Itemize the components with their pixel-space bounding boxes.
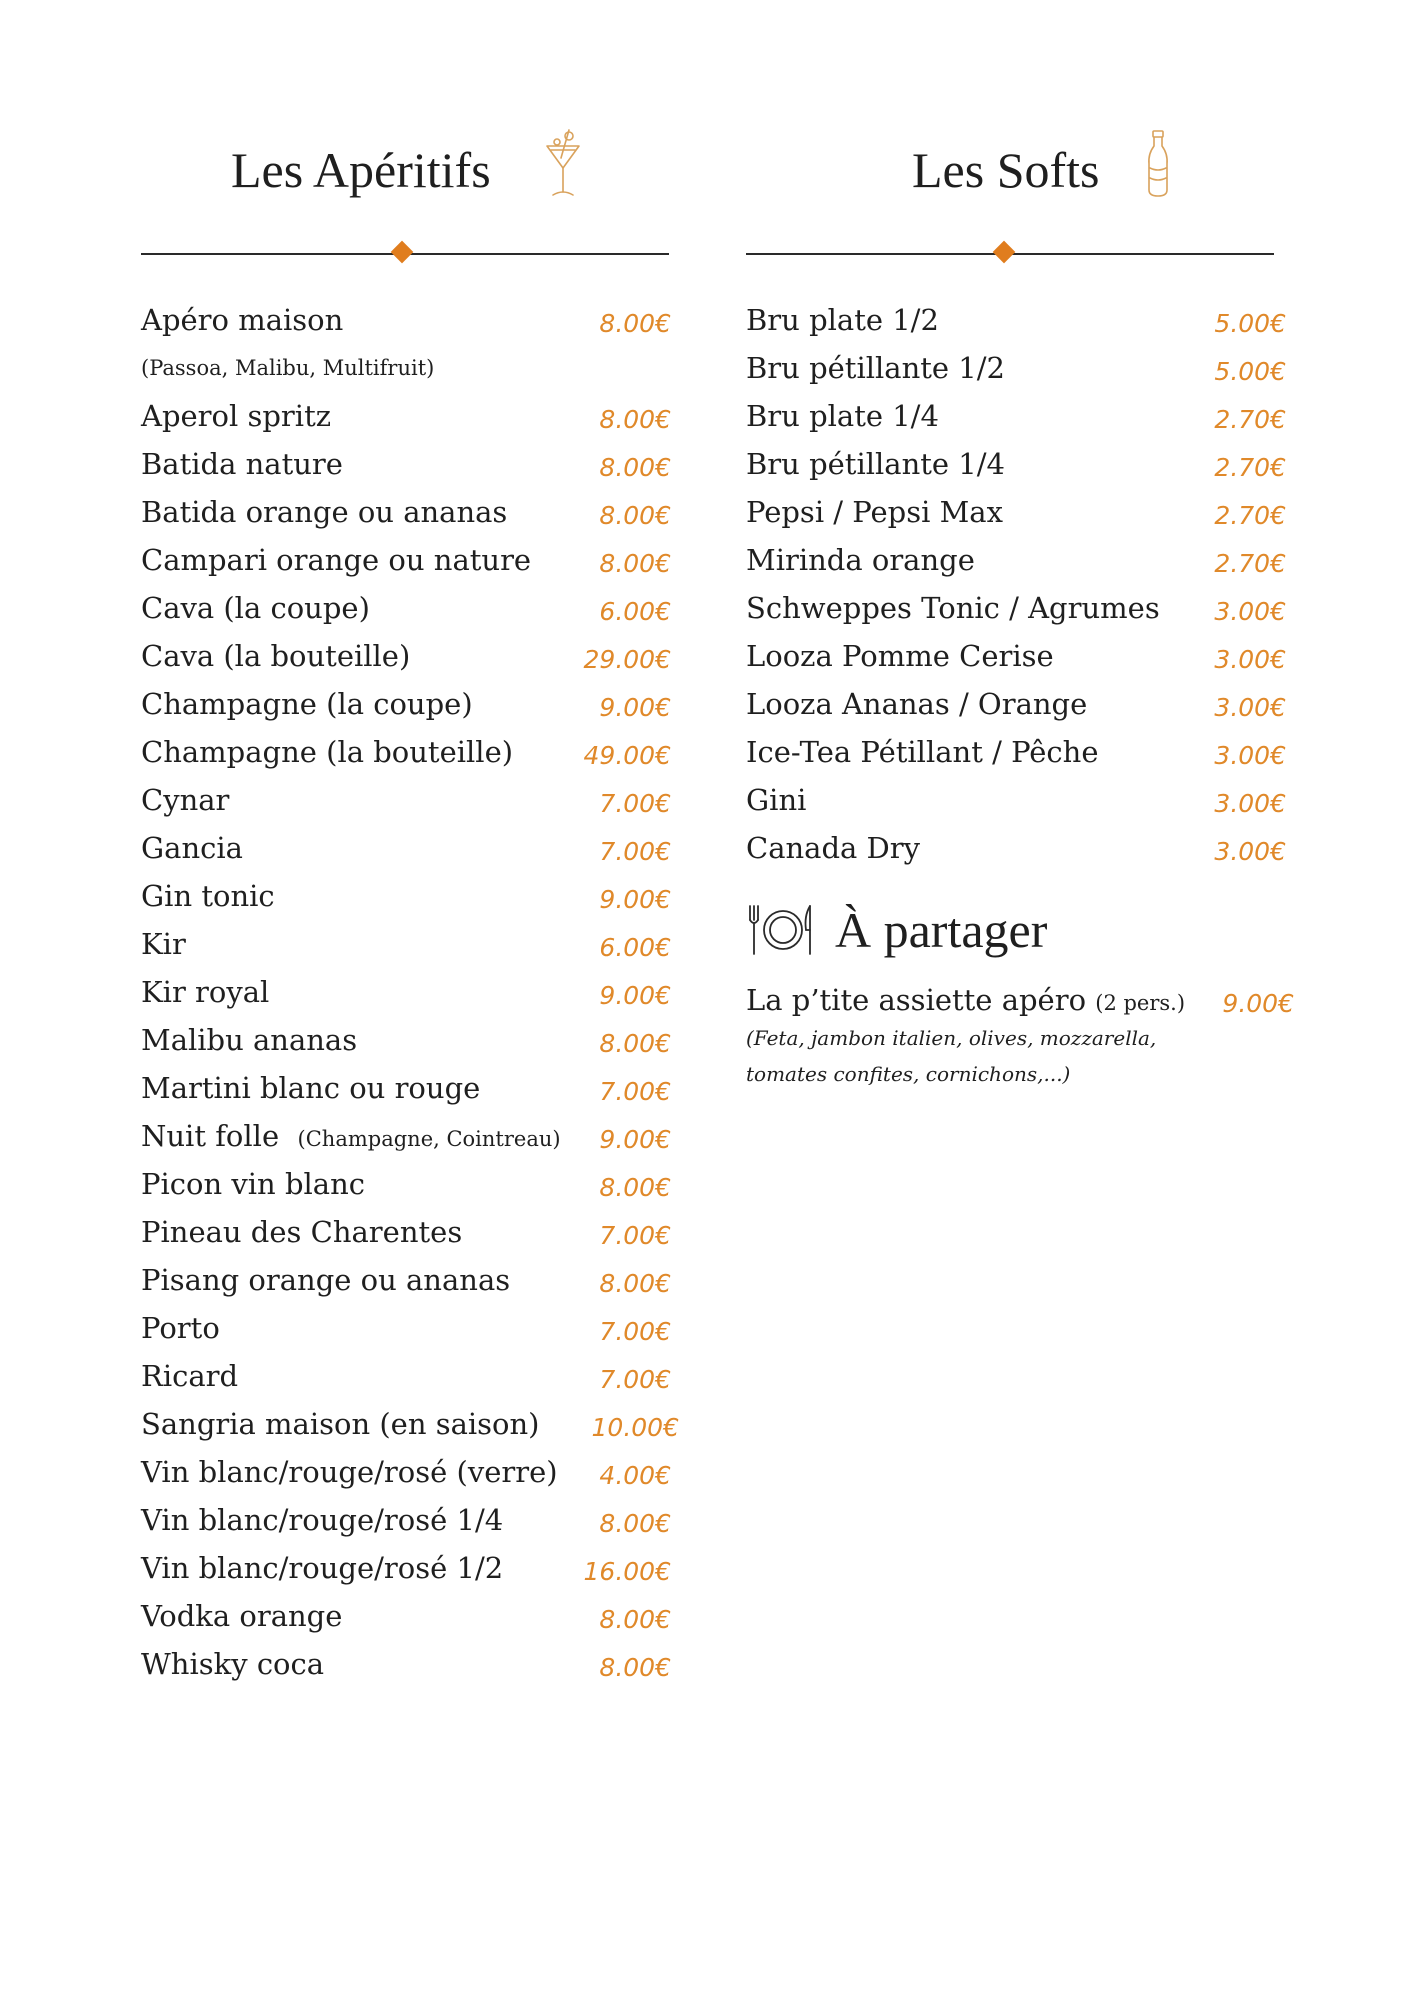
item-name: Gancia bbox=[141, 831, 243, 865]
item-price: 8.00€ bbox=[599, 453, 671, 482]
menu-item bbox=[141, 1596, 701, 1636]
menu-item bbox=[141, 684, 701, 724]
soda-bottle-icon bbox=[1144, 128, 1172, 204]
item-price: 3.00€ bbox=[1214, 597, 1286, 626]
item-price: 3.00€ bbox=[1214, 837, 1286, 866]
item-name: Gini bbox=[746, 783, 807, 817]
item-name: Malibu ananas bbox=[141, 1023, 358, 1057]
item-price: 8.00€ bbox=[599, 1029, 671, 1058]
menu-item bbox=[141, 972, 701, 1012]
menu-item bbox=[746, 588, 1306, 628]
item-price: 49.00€ bbox=[583, 741, 671, 770]
item-price: 3.00€ bbox=[1214, 645, 1286, 674]
item-price: 8.00€ bbox=[599, 501, 671, 530]
item-name: Porto bbox=[141, 1311, 220, 1345]
item-name: Gin tonic bbox=[141, 879, 275, 913]
item-price: 4.00€ bbox=[599, 1461, 671, 1490]
softs-title: Les Softs bbox=[912, 142, 1100, 198]
item-name: Vin blanc/rouge/rosé 1/4 bbox=[141, 1503, 504, 1537]
menu-item bbox=[141, 1020, 701, 1060]
item-price: 9.00€ bbox=[599, 981, 671, 1010]
item-price: 7.00€ bbox=[599, 1365, 671, 1394]
item-name: Pineau des Charentes bbox=[141, 1215, 463, 1249]
item-name: Pepsi / Pepsi Max bbox=[746, 495, 1003, 529]
item-price: 8.00€ bbox=[599, 1269, 671, 1298]
item-price: 7.00€ bbox=[599, 837, 671, 866]
item-name: Picon vin blanc bbox=[141, 1167, 365, 1201]
menu-item bbox=[141, 732, 701, 772]
item-name: Ice-Tea Pétillant / Pêche bbox=[746, 735, 1099, 769]
item-name: Canada Dry bbox=[746, 831, 921, 865]
item-name: Looza Ananas / Orange bbox=[746, 687, 1088, 721]
item-price: 10.00€ bbox=[591, 1413, 679, 1442]
aperitifs-diamond-ornament bbox=[391, 241, 414, 264]
item-name: Cava (la bouteille) bbox=[141, 639, 411, 673]
menu-item bbox=[141, 1068, 701, 1108]
item-name: Bru plate 1/4 bbox=[746, 399, 939, 433]
menu-item bbox=[746, 396, 1306, 436]
item-price: 8.00€ bbox=[599, 1653, 671, 1682]
menu-item bbox=[141, 780, 701, 820]
item-name: Martini blanc ou rouge bbox=[141, 1071, 481, 1105]
item-price: 3.00€ bbox=[1214, 741, 1286, 770]
item-price: 8.00€ bbox=[599, 405, 671, 434]
menu-item bbox=[746, 300, 1306, 340]
item-name: Campari orange ou nature bbox=[141, 543, 532, 577]
item-name: Batida orange ou ananas bbox=[141, 495, 508, 529]
cocktail-glass-icon bbox=[543, 128, 583, 204]
item-name: Vin blanc/rouge/rosé 1/2 bbox=[141, 1551, 504, 1585]
softs-section bbox=[746, 0, 1306, 2000]
item-price: 8.00€ bbox=[599, 309, 671, 338]
item-name: Sangria maison (en saison) bbox=[141, 1407, 540, 1441]
aperitifs-section bbox=[141, 0, 701, 2000]
menu-item bbox=[141, 1212, 701, 1252]
menu-item bbox=[141, 492, 701, 532]
menu-item bbox=[141, 300, 701, 340]
item-name: Kir royal bbox=[141, 975, 270, 1009]
item-price: 3.00€ bbox=[1214, 789, 1286, 818]
menu-item bbox=[746, 980, 1306, 1020]
item-name: Champagne (la bouteille) bbox=[141, 735, 514, 769]
item-price: 5.00€ bbox=[1214, 357, 1286, 386]
item-price: 7.00€ bbox=[599, 1317, 671, 1346]
menu-item bbox=[746, 492, 1306, 532]
item-price: 2.70€ bbox=[1214, 405, 1286, 434]
menu-item bbox=[141, 1260, 701, 1300]
item-price: 7.00€ bbox=[599, 789, 671, 818]
partager-title: À partager bbox=[835, 902, 1048, 958]
partager-description-line: (Feta, jambon italien, olives, mozzarella, bbox=[746, 1026, 1157, 1050]
item-price: 8.00€ bbox=[599, 1173, 671, 1202]
item-name: Cava (la coupe) bbox=[141, 591, 370, 625]
item-name: Champagne (la coupe) bbox=[141, 687, 473, 721]
item-name bbox=[141, 1116, 561, 1159]
item-name: Ricard bbox=[141, 1359, 239, 1393]
plate-cutlery-icon bbox=[746, 902, 816, 962]
item-price: 9.00€ bbox=[599, 693, 671, 722]
item-note: (2 pers.) bbox=[1095, 991, 1186, 1015]
item-price: 9.00€ bbox=[599, 1125, 671, 1154]
item-price: 2.70€ bbox=[1214, 501, 1286, 530]
menu-item bbox=[141, 876, 701, 916]
menu-item bbox=[141, 1644, 701, 1684]
item-price: 2.70€ bbox=[1214, 549, 1286, 578]
softs-diamond-ornament bbox=[993, 241, 1016, 264]
menu-item bbox=[746, 732, 1306, 772]
item-name: Aperol spritz bbox=[141, 399, 332, 433]
item-name: Bru pétillante 1/2 bbox=[746, 351, 1005, 385]
menu-item bbox=[746, 540, 1306, 580]
menu-item bbox=[141, 1164, 701, 1204]
item-subnote: (Passoa, Malibu, Multifruit) bbox=[141, 356, 435, 380]
aperitifs-title: Les Apéritifs bbox=[231, 142, 491, 198]
item-price: 9.00€ bbox=[1222, 989, 1294, 1018]
item-name: Whisky coca bbox=[141, 1647, 325, 1681]
menu-item bbox=[141, 1404, 701, 1444]
menu-item bbox=[746, 444, 1306, 484]
item-note: (Champagne, Cointreau) bbox=[297, 1127, 561, 1151]
item-name: Vin blanc/rouge/rosé (verre) bbox=[141, 1455, 558, 1489]
menu-item bbox=[746, 684, 1306, 724]
item-price: 5.00€ bbox=[1214, 309, 1286, 338]
menu-item bbox=[141, 540, 701, 580]
item-price: 9.00€ bbox=[599, 885, 671, 914]
item-price: 29.00€ bbox=[583, 645, 671, 674]
menu-item bbox=[141, 444, 701, 484]
menu-item bbox=[141, 1500, 701, 1540]
item-price: 7.00€ bbox=[599, 1221, 671, 1250]
menu-item bbox=[141, 396, 701, 436]
item-price: 8.00€ bbox=[599, 1509, 671, 1538]
item-name-text: Nuit folle bbox=[141, 1119, 280, 1153]
menu-item bbox=[141, 1548, 701, 1588]
item-price: 3.00€ bbox=[1214, 693, 1286, 722]
item-name: Vodka orange bbox=[141, 1599, 343, 1633]
item-name: Bru pétillante 1/4 bbox=[746, 447, 1005, 481]
item-name-text: La p’tite assiette apéro bbox=[746, 983, 1087, 1017]
menu-item bbox=[746, 636, 1306, 676]
menu-item bbox=[141, 1452, 701, 1492]
item-price: 8.00€ bbox=[599, 1605, 671, 1634]
item-price: 16.00€ bbox=[583, 1557, 671, 1586]
menu-item bbox=[141, 636, 701, 676]
menu-item bbox=[141, 924, 701, 964]
item-price: 7.00€ bbox=[599, 1077, 671, 1106]
item-price: 2.70€ bbox=[1214, 453, 1286, 482]
item-price: 6.00€ bbox=[599, 933, 671, 962]
item-name: Pisang orange ou ananas bbox=[141, 1263, 511, 1297]
menu-item bbox=[141, 828, 701, 868]
menu-item bbox=[746, 828, 1306, 868]
item-name: Looza Pomme Cerise bbox=[746, 639, 1054, 673]
menu-item bbox=[746, 780, 1306, 820]
item-name: Bru plate 1/2 bbox=[746, 303, 939, 337]
menu-item bbox=[141, 1356, 701, 1396]
menu-item bbox=[141, 1116, 701, 1156]
item-name: Cynar bbox=[141, 783, 230, 817]
menu-item bbox=[141, 1308, 701, 1348]
item-name bbox=[746, 980, 1185, 1023]
item-price: 6.00€ bbox=[599, 597, 671, 626]
menu-item bbox=[141, 588, 701, 628]
item-name: Schweppes Tonic / Agrumes bbox=[746, 591, 1160, 625]
item-name: Batida nature bbox=[141, 447, 343, 481]
menu-item bbox=[746, 348, 1306, 388]
item-price: 8.00€ bbox=[599, 549, 671, 578]
partager-description-line: tomates confites, cornichons,...) bbox=[746, 1062, 1071, 1086]
item-name: Mirinda orange bbox=[746, 543, 975, 577]
item-name: Apéro maison bbox=[141, 303, 344, 337]
item-name: Kir bbox=[141, 927, 186, 961]
